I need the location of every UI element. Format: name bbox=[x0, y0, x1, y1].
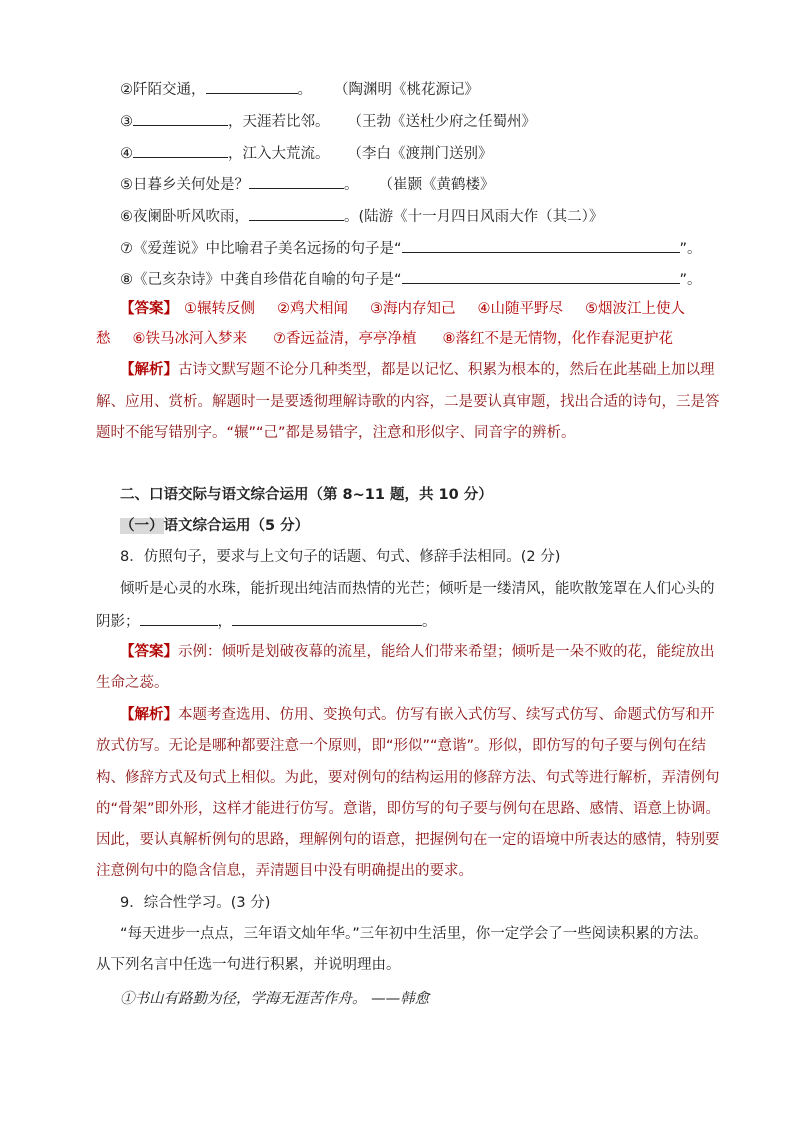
question-text: 8．仿照句子，要求与上文句子的话题、句式、修辞手法相同。(2 分) bbox=[120, 549, 561, 565]
analysis-label: 【解析】 bbox=[120, 707, 178, 723]
item-text: ②阡陌交通， bbox=[120, 82, 206, 98]
answer-blank bbox=[249, 173, 344, 189]
dictation-item-3 bbox=[120, 110, 730, 132]
quote-text: ①书山有路勤为径，学海无涯苦作舟。 ——韩愈 bbox=[120, 991, 430, 1007]
analysis-line-1 bbox=[120, 360, 730, 380]
question-9-paragraph-2 bbox=[96, 955, 706, 975]
example-text: 阴影； bbox=[96, 614, 140, 630]
question-8-answer-1 bbox=[120, 642, 730, 662]
question-8-example-1 bbox=[120, 579, 730, 599]
example-text: 。 bbox=[422, 614, 437, 630]
answer-item: ⑧落红不是无情物，化作春泥更护花 bbox=[442, 331, 673, 347]
answer-blank bbox=[140, 610, 218, 626]
question-8-stem bbox=[120, 547, 730, 567]
item-text: ，江入大荒流。 bbox=[228, 146, 330, 162]
answer-item: ⑦香远益清，亭亭净植 bbox=[273, 331, 417, 347]
subsection-heading bbox=[120, 516, 730, 536]
section-title: 二、口语交际与语文综合运用（第 8~11 题，共 10 分） bbox=[120, 487, 493, 503]
answer-line-2 bbox=[96, 329, 706, 349]
question-8-analysis-5 bbox=[96, 830, 720, 850]
item-text: ⑥夜阑卧听风吹雨， bbox=[120, 209, 249, 225]
source-citation: （李白《渡荆门送别》 bbox=[347, 146, 493, 162]
analysis-text: 因此，要认真解析例句的思路，理解例句的语意，把握例句在一定的语境中所表达的感情，特别要 bbox=[96, 832, 720, 848]
question-9-stem bbox=[120, 893, 730, 913]
item-text: ，天涯若比邻。 bbox=[228, 114, 330, 130]
answer-item: 愁 bbox=[96, 331, 111, 347]
analysis-label: 【解析】 bbox=[120, 362, 178, 378]
item-text: ”。 bbox=[679, 241, 702, 257]
dictation-item-7 bbox=[120, 237, 730, 259]
answer-item: ⑤烟波江上使人 bbox=[585, 301, 685, 317]
answer-item: ①辗转反侧 bbox=[184, 301, 255, 317]
question-9-paragraph-1 bbox=[120, 924, 730, 944]
analysis-text: 注意例句中的隐含信息，弄清题目中没有明确提出的要求。 bbox=[96, 863, 473, 879]
item-text: ⑧《己亥杂诗》中龚自珍借花自喻的句子是“ bbox=[120, 272, 402, 288]
example-text: 倾听是心灵的水珠，能折现出纯洁而热情的光芒；倾听是一缕清风，能吹散笼罩在人们心头的 bbox=[120, 581, 715, 597]
answer-blank bbox=[206, 78, 298, 94]
answer-blank bbox=[249, 205, 344, 221]
item-text: 。 bbox=[344, 177, 359, 193]
item-text: ③ bbox=[120, 114, 133, 130]
question-text: “每天进步一点点，三年语文灿年华。”三年初中生活里，你一定学会了一些阅读积累的方法。 bbox=[120, 926, 708, 942]
question-text: 从下列名言中任选一句进行积累，并说明理由。 bbox=[96, 957, 401, 973]
answer-item: ②鸡犬相闻 bbox=[277, 301, 348, 317]
analysis-text: 题时不能写错别字。“辗”“己”都是易错字，注意和形似字、同音字的辨析。 bbox=[96, 425, 576, 441]
dictation-item-8 bbox=[120, 268, 730, 290]
example-text: ， bbox=[217, 614, 232, 630]
answer-blank bbox=[133, 142, 228, 158]
item-text: ⑦《爱莲说》中比喻君子美名远扬的句子是“ bbox=[120, 241, 402, 257]
section-heading bbox=[120, 485, 730, 505]
source-citation: （王勃《送杜少府之任蜀州》 bbox=[347, 114, 536, 130]
item-text: ⑤日暮乡关何处是？ bbox=[120, 177, 249, 193]
question-8-analysis-6 bbox=[96, 861, 706, 881]
analysis-text: 古诗文默写题不论分几种类型，都是以记忆、积累为根本的，然后在此基础上加以理 bbox=[178, 362, 715, 378]
question-8-analysis-4 bbox=[96, 799, 721, 819]
question-9-quote bbox=[120, 989, 730, 1009]
question-8-analysis-1 bbox=[120, 705, 730, 725]
question-8-analysis-2 bbox=[96, 736, 706, 756]
answer-item: ⑥铁马冰河入梦来 bbox=[132, 331, 247, 347]
dictation-item-4 bbox=[120, 142, 730, 164]
subsection-title: 语文综合运用（5 分） bbox=[163, 518, 310, 534]
analysis-line-2 bbox=[96, 392, 720, 412]
item-text: 。(陆游《十一月四日风雨大作（其二）》 bbox=[344, 209, 604, 225]
answer-item: ③海内存知己 bbox=[370, 301, 456, 317]
answer-blank bbox=[133, 110, 228, 126]
question-8-analysis-3 bbox=[96, 768, 720, 788]
item-text: 。 bbox=[297, 82, 312, 98]
analysis-text: 本题考查选用、仿用、变换句式。仿写有嵌入式仿写、续写式仿写、命题式仿写和开 bbox=[178, 707, 715, 723]
answer-item: ④山随平野尽 bbox=[477, 301, 563, 317]
analysis-text: 解、应用、赏析。解题时一是要透彻理解诗歌的内容，二是要认真审题，找出合适的诗句，三是答 bbox=[96, 394, 720, 410]
dictation-item-2 bbox=[120, 78, 730, 100]
question-8-example-2 bbox=[96, 610, 706, 632]
answer-blank bbox=[402, 268, 680, 284]
item-text: ”。 bbox=[679, 272, 702, 288]
answer-label: 【答案】 bbox=[120, 301, 178, 317]
answer-label: 【答案】 bbox=[120, 644, 178, 660]
source-citation: （崔颢《黄鹤楼》 bbox=[378, 177, 495, 193]
subsection-number: （一） bbox=[120, 518, 164, 534]
answer-blank bbox=[402, 237, 680, 253]
answer-text: 生命之蕊。 bbox=[96, 675, 169, 691]
dictation-item-5 bbox=[120, 173, 730, 195]
question-text: 9．综合性学习。(3 分) bbox=[120, 895, 271, 911]
analysis-text: 放式仿写。无论是哪种都要注意一个原则，即“形似”“意谐”。形似，即仿写的句子要与例句在结 bbox=[96, 738, 707, 754]
analysis-line-3 bbox=[96, 423, 706, 443]
item-text: ④ bbox=[120, 146, 133, 162]
dictation-item-6 bbox=[120, 205, 730, 227]
source-citation: （陶渊明《桃花源记》 bbox=[334, 82, 479, 98]
analysis-text: 构、修辞方式及句式上相似。为此，要对例句的结构运用的修辞方法、句式等进行解析，弄清例句 bbox=[96, 770, 720, 786]
answer-line-1 bbox=[120, 299, 730, 319]
analysis-text: 的“骨架”即外形，这样才能进行仿写。意谐，即仿写的句子要与例句在思路、感情、语意上协调。 bbox=[96, 801, 721, 817]
answer-text: 示例：倾听是划破夜幕的流星，能给人们带来希望；倾听是一朵不败的花，能绽放出 bbox=[178, 644, 715, 660]
answer-blank bbox=[232, 610, 422, 626]
question-8-answer-2 bbox=[96, 673, 706, 693]
